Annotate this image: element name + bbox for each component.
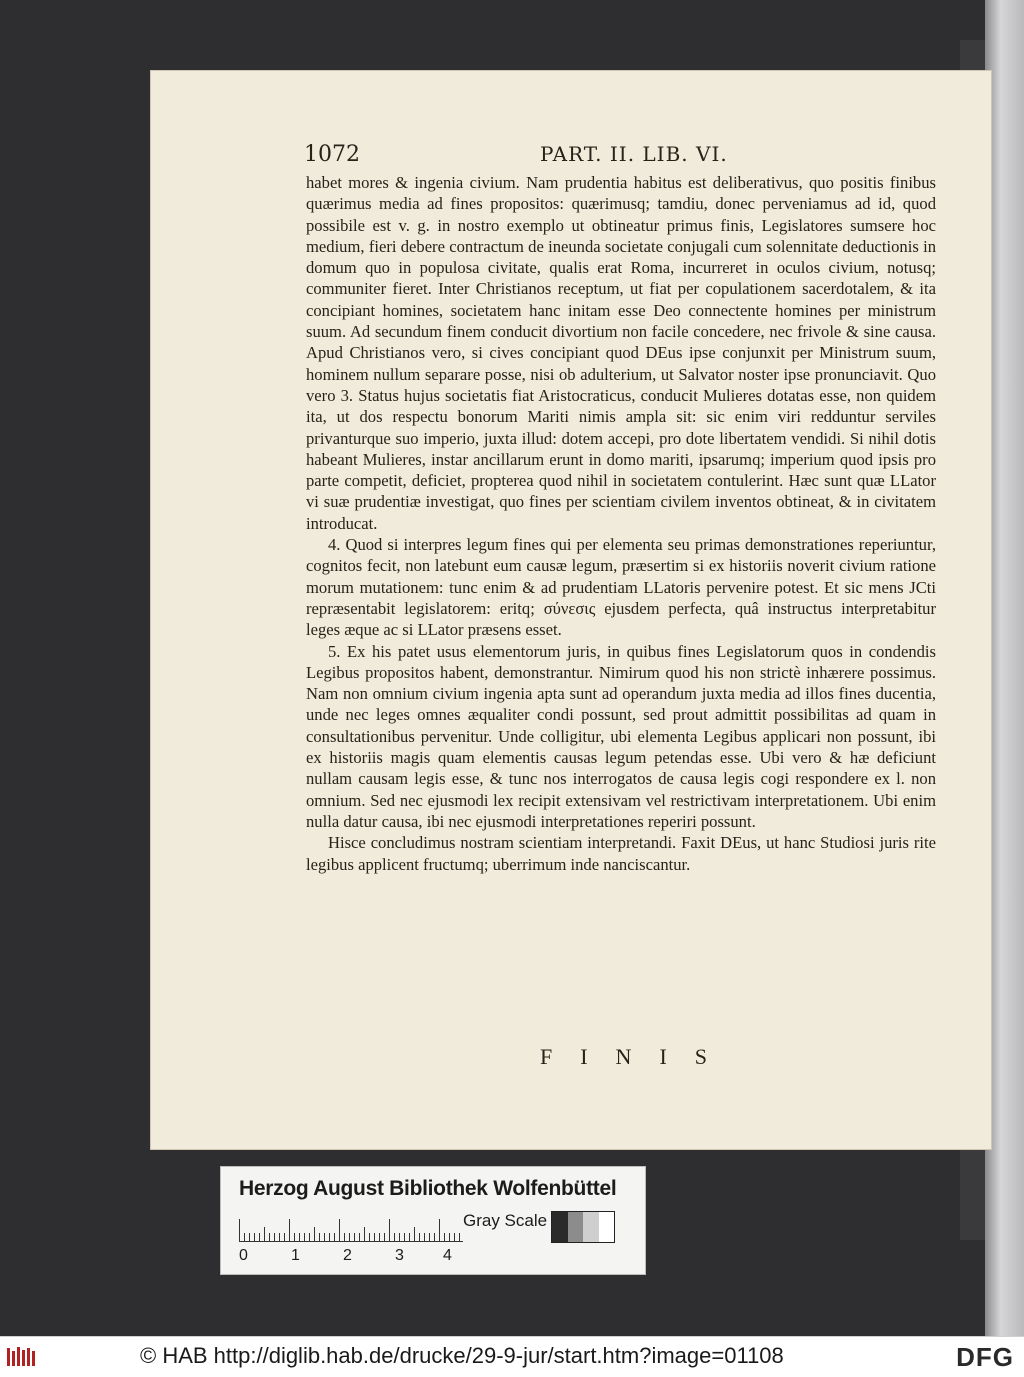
ruler-tick — [449, 1233, 450, 1241]
page-number: 1072 — [304, 142, 360, 167]
ruler-tick — [254, 1233, 255, 1241]
ruler-tick — [264, 1227, 265, 1241]
ruler-tick — [359, 1233, 360, 1241]
ruler-tick — [404, 1233, 405, 1241]
dfg-logo: DFG — [956, 1342, 1014, 1372]
ruler-tick — [294, 1233, 295, 1241]
ruler-tick — [389, 1219, 390, 1241]
ruler-tick — [309, 1233, 310, 1241]
ruler-tick — [334, 1233, 335, 1241]
ruler-tick — [269, 1233, 270, 1241]
ruler-tick — [444, 1233, 445, 1241]
ruler-tick — [299, 1233, 300, 1241]
ruler-tick — [434, 1233, 435, 1241]
ruler-tick — [319, 1233, 320, 1241]
ruler-tick — [364, 1227, 365, 1241]
page-header — [304, 142, 944, 174]
ruler-tick — [284, 1233, 285, 1241]
ruler-tick — [454, 1233, 455, 1241]
ruler-number: 3 — [395, 1247, 404, 1264]
gray-scale-swatches — [551, 1211, 615, 1243]
finis-text: FINIS — [540, 1044, 736, 1069]
ruler-tick — [439, 1219, 440, 1241]
library-name: Herzog August Bibliothek Wolfenbüttel — [239, 1177, 617, 1200]
ruler-tick — [344, 1233, 345, 1241]
ruler-tick — [289, 1219, 290, 1241]
footer-url[interactable]: © HAB http://diglib.hab.de/drucke/29-9-jur/start.htm?image=01108 — [140, 1343, 784, 1368]
ruler-tick — [249, 1233, 250, 1241]
ruler-tick — [314, 1227, 315, 1241]
ruler-tick — [239, 1219, 240, 1241]
ruler-tick — [259, 1233, 260, 1241]
ruler-tick — [244, 1233, 245, 1241]
ruler-tick — [324, 1233, 325, 1241]
paragraph: Hisce concludimus nostram scientiam interpretandi. Faxit DEus, ut hanc Studiosi juris rite legibus applicent fructumq; uberrimum inde nanciscantur. — [306, 833, 936, 874]
ruler-tick — [419, 1233, 420, 1241]
gray-scale-label: Gray Scale — [463, 1211, 548, 1230]
ruler — [239, 1217, 463, 1242]
gray-swatch — [583, 1212, 599, 1242]
ruler-tick — [409, 1233, 410, 1241]
ruler-tick — [374, 1233, 375, 1241]
ruler-number: 4 — [443, 1247, 452, 1264]
ruler-tick — [459, 1233, 460, 1241]
library-label — [220, 1166, 646, 1275]
ruler-number: 0 — [239, 1247, 248, 1264]
ruler-tick — [354, 1233, 355, 1241]
ruler-tick — [304, 1233, 305, 1241]
ruler-tick — [429, 1233, 430, 1241]
ruler-tick — [424, 1233, 425, 1241]
paragraph: habet mores & ingenia civium. Nam prudentia habitus est deliberativus, quo positis finibus quærimus media ad fines propositos: quærimusq; tamdiu, donec perveniamus ad id, quod possibile est v. g. in nostro exemplo ut obtineatur primus finis, Legislatores sumsere hoc medium, fieri debere contractum de ineunda societate conjugali cum solennitate deductionis in domum quo in populosa civitate, qualis erat Roma, incurreret in oculos civium, notusq; communiter fieret. Inter Christianos receptum, ut fiat per copulationem sacerdotalem, & ita concipiant homines, societatem hanc initam esse Deo connectente homines per ministrum suum. Ad secundum finem conducit divortium non facile concedere, nec frivole & sine causa. Apud Christianos vero, si cives concipiant quod DEus ipse conjunxit per Ministrum suum, hominem nullum separare posse, nisi ob adulterium, ut Salvator noster ipse pronunciavit. Quo vero 3. Status hujus societatis fiat Aristocraticus, conducit Mulieres dotatas esse, non quidem ita, ut dos respectu bonorum Mariti nimis ampla sit: sic enim viri redduntur serviles privanturque suo imperio, juxta illud: dotem accepi, pro dote libertatem vendidi. Si nihil dotis habeant Mulieres, instar ancillarum erunt in domo mariti, ipsarumq; imperium quod ipsis pro parte competit, deficiet, propterea quod nihil in societatem contulerint. Hæc sunt quæ LLator vi suæ prudentiæ investigat, quo fines per scientiam civilem inventos obtineat, & in civitatem introducat. — [306, 173, 936, 533]
ruler-tick — [394, 1233, 395, 1241]
ruler-tick — [329, 1233, 330, 1241]
footer-bar — [0, 1336, 1024, 1377]
gray-swatch — [552, 1212, 568, 1242]
ruler-tick — [349, 1233, 350, 1241]
ruler-tick — [379, 1233, 380, 1241]
running-head: PART. II. LIB. VI. — [540, 142, 728, 166]
ruler-tick — [384, 1233, 385, 1241]
ruler-tick — [414, 1227, 415, 1241]
page-text — [306, 172, 936, 875]
gray-swatch — [568, 1212, 584, 1242]
ruler-tick — [279, 1233, 280, 1241]
ruler-tick — [339, 1219, 340, 1241]
hab-logo-icon — [6, 1345, 40, 1369]
paragraph: 5. Ex his patet usus elementorum juris, in quibus fines Legislatorum quos in condendis Legibus propositos habent, demonstrantur. Nimirum quod his non strictè inhærere possimus. Nam non omnium civium ingenia apta sunt ad operandum juxta media ad illos fines ducentia, unde nec leges omnes æqualiter condi possunt, sed prout admittit possibilitas ad quam in consultationibus pervenitur. Unde colligitur, ubi elementa Legibus applicari non possunt, ibi ex historiis magis quam elementis causas legum petendas esse. Ubi vero & hæ deficiunt nullam causam legis esse, & tunc nos interrogatos de causa legis cogi respondere ex l. non omnium. Sed nec ejusmodi lex recipit extensivam vel restrictivam interpretationem. Ubi enim nulla datur causa, ibi nec ejusmodi interpretationes reperiri possunt. — [306, 641, 936, 831]
gray-swatch — [599, 1212, 615, 1242]
ruler-tick — [369, 1233, 370, 1241]
ruler-numbers — [239, 1247, 479, 1267]
paragraph: 4. Quod si interpres legum fines qui per elementa seu primas demonstrationes reperiuntur, cognitos fecit, non latebunt eum causæ legum, præsertim si ex historiis noverit civium ratione morum mutationem: tunc enim & ad prudentiam LLatoris pervenire potest. Et sic mens JCti repræsentabit legislatorem: eritq; σύνεσις ejusdem perfecta, quâ instructus interpretabitur leges æque ac si LLator præsens esset. — [306, 535, 936, 640]
ruler-tick — [399, 1233, 400, 1241]
ruler-number: 1 — [291, 1247, 300, 1264]
ruler-tick — [274, 1233, 275, 1241]
ruler-number: 2 — [343, 1247, 352, 1264]
